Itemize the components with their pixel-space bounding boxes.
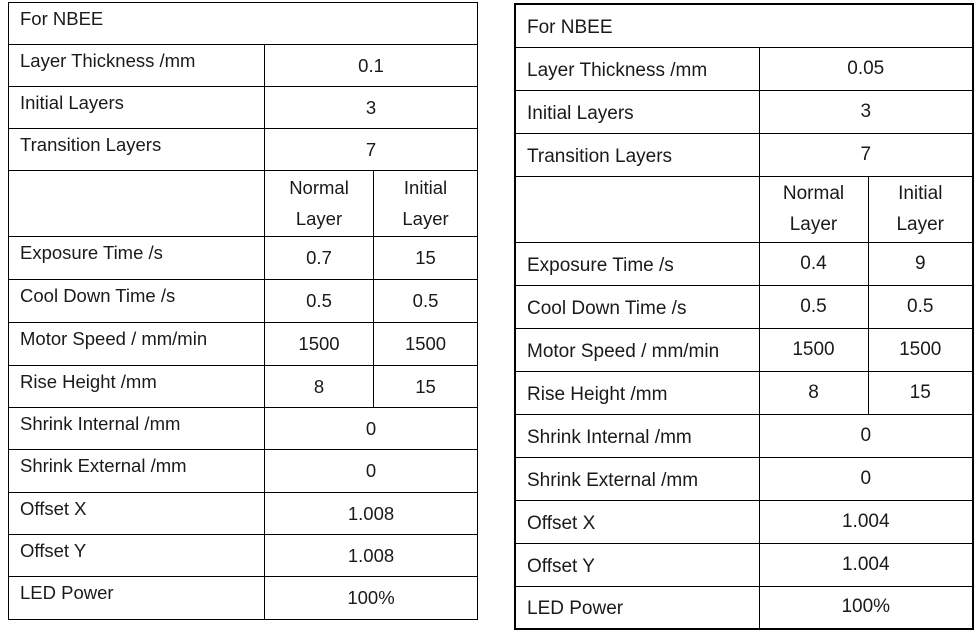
- header-text: Initial: [403, 176, 448, 198]
- table-row: [515, 543, 973, 586]
- table-title-row: [515, 4, 973, 47]
- header-text: Layer: [295, 207, 343, 229]
- table-row: [515, 328, 973, 371]
- table-row: [515, 47, 973, 90]
- table-row: [9, 450, 478, 493]
- normal-value: 0.4: [759, 242, 868, 285]
- normal-value: 0.7: [265, 237, 374, 280]
- empty-header-cell: [9, 171, 265, 237]
- row-value: 1.004: [759, 543, 973, 586]
- row-value: 0: [265, 408, 478, 450]
- table-row: [515, 242, 973, 285]
- row-label: Offset X: [515, 500, 759, 543]
- row-label: Shrink Internal /mm: [9, 408, 265, 450]
- row-value: 1.008: [265, 535, 478, 577]
- header-text: Layer: [402, 207, 449, 229]
- table-row: [9, 493, 478, 535]
- row-value: 0: [759, 414, 973, 457]
- settings-table-left: [8, 2, 478, 620]
- header-text: Layer: [896, 214, 945, 235]
- row-label: Rise Height /mm: [9, 366, 265, 408]
- initial-value: 15: [374, 237, 478, 280]
- header-text: Layer: [789, 214, 838, 235]
- table-row: [9, 280, 478, 323]
- table-row: [515, 371, 973, 414]
- row-value: 100%: [759, 586, 973, 629]
- table-title: For NBEE: [9, 3, 478, 45]
- table-title: For NBEE: [515, 4, 973, 47]
- normal-value: 8: [759, 371, 868, 414]
- empty-header-cell: [515, 176, 759, 242]
- row-value: 1.008: [265, 493, 478, 535]
- initial-layer-header: [868, 176, 973, 242]
- table-row: [515, 285, 973, 328]
- row-label: Initial Layers: [9, 87, 265, 129]
- row-label: Motor Speed / mm/min: [515, 328, 759, 371]
- table-title-row: [9, 3, 478, 45]
- header-text: Normal: [782, 182, 845, 204]
- initial-value: 15: [374, 366, 478, 408]
- row-label: Offset Y: [515, 543, 759, 586]
- initial-value: 0.5: [374, 280, 478, 323]
- table-row: [9, 577, 478, 620]
- row-value: 0: [759, 457, 973, 500]
- table-row: [515, 500, 973, 543]
- header-text: Normal: [289, 176, 349, 198]
- row-value: 0: [265, 450, 478, 493]
- normal-value: 0.5: [759, 285, 868, 328]
- normal-layer-header: [265, 171, 374, 237]
- table-row: [9, 408, 478, 450]
- normal-value: 8: [265, 366, 374, 408]
- initial-value: 0.5: [868, 285, 973, 328]
- initial-value: 1500: [868, 328, 973, 371]
- initial-layer-header: [374, 171, 478, 237]
- row-value: 7: [759, 133, 973, 176]
- normal-value: 0.5: [265, 280, 374, 323]
- table-row: [515, 586, 973, 629]
- table-row: [515, 457, 973, 500]
- table-row: [9, 323, 478, 366]
- column-header-row: [515, 176, 973, 242]
- table-row: [9, 45, 478, 87]
- row-label: Shrink External /mm: [515, 457, 759, 500]
- row-value: 3: [759, 90, 973, 133]
- table-row: [9, 366, 478, 408]
- row-label: Shrink External /mm: [9, 450, 265, 493]
- row-value: 0.05: [759, 47, 973, 90]
- initial-value: 15: [868, 371, 973, 414]
- column-header-row: [9, 171, 478, 237]
- table-row: [515, 414, 973, 457]
- row-label: Cool Down Time /s: [515, 285, 759, 328]
- row-label: LED Power: [9, 577, 265, 620]
- row-label: Exposure Time /s: [515, 242, 759, 285]
- row-label: Initial Layers: [515, 90, 759, 133]
- settings-table-right: [514, 3, 974, 630]
- normal-value: 1500: [265, 323, 374, 366]
- row-label: Transition Layers: [515, 133, 759, 176]
- row-value: 3: [265, 87, 478, 129]
- table-row: [9, 87, 478, 129]
- table-row: [515, 90, 973, 133]
- normal-value: 1500: [759, 328, 868, 371]
- row-label: Shrink Internal /mm: [515, 414, 759, 457]
- table-row: [9, 535, 478, 577]
- normal-layer-header: [759, 176, 868, 242]
- row-label: Offset Y: [9, 535, 265, 577]
- row-value: 0.1: [265, 45, 478, 87]
- initial-value: 9: [868, 242, 973, 285]
- row-label: Offset X: [9, 493, 265, 535]
- row-value: 7: [265, 129, 478, 171]
- row-label: Cool Down Time /s: [9, 280, 265, 323]
- table-row: [9, 237, 478, 280]
- row-label: LED Power: [515, 586, 759, 629]
- row-label: Motor Speed / mm/min: [9, 323, 265, 366]
- row-label: Layer Thickness /mm: [9, 45, 265, 87]
- row-value: 1.004: [759, 500, 973, 543]
- initial-value: 1500: [374, 323, 478, 366]
- row-label: Layer Thickness /mm: [515, 47, 759, 90]
- row-value: 100%: [265, 577, 478, 620]
- header-text: Initial: [898, 182, 943, 204]
- table-row: [9, 129, 478, 171]
- row-label: Transition Layers: [9, 129, 265, 171]
- row-label: Rise Height /mm: [515, 371, 759, 414]
- row-label: Exposure Time /s: [9, 237, 265, 280]
- table-row: [515, 133, 973, 176]
